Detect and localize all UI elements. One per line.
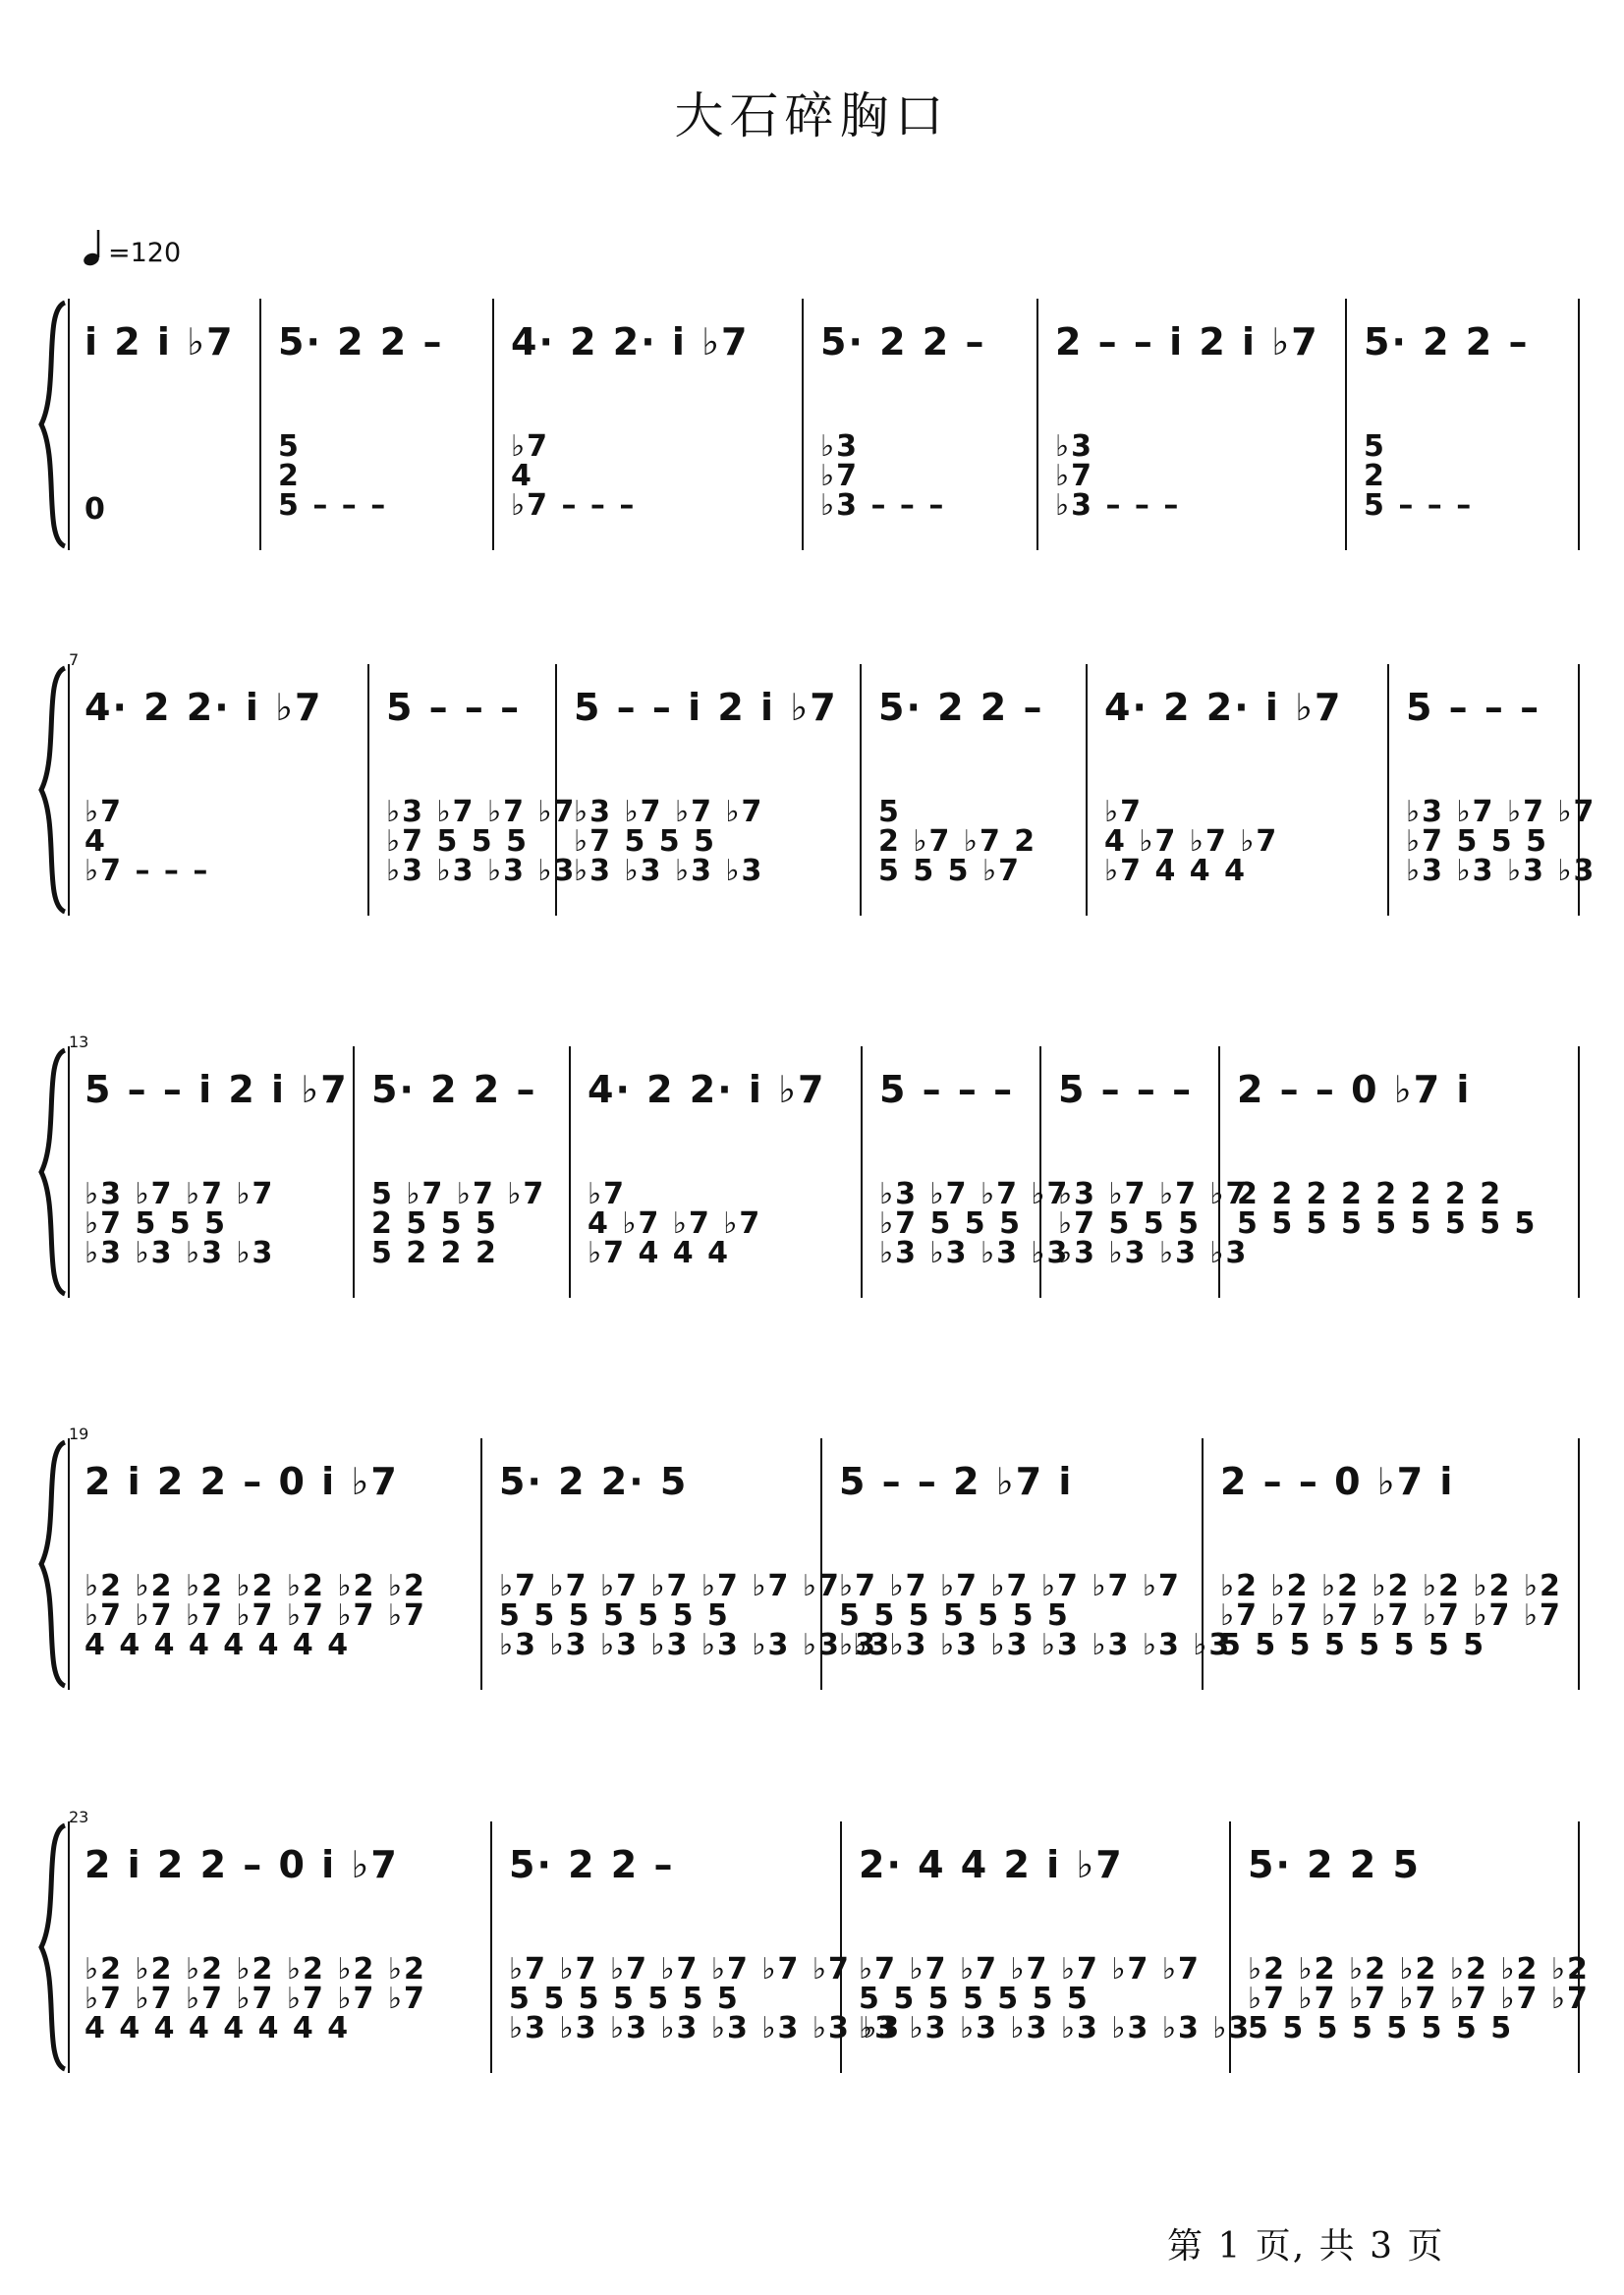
score-system bbox=[0, 1425, 1624, 1698]
bass-chord-row: 5 ♭7 ♭7 ♭7 bbox=[371, 1177, 546, 1211]
treble-measure: 5 – – – bbox=[1406, 686, 1541, 729]
bass-chord-row: ♭7 – – – bbox=[511, 488, 637, 523]
score-system bbox=[0, 1033, 1624, 1306]
treble-measure: 5· 2 2 – bbox=[820, 320, 986, 364]
page-footer: 第 1 页, 共 3 页 bbox=[1167, 2226, 1445, 2267]
treble-measure: 5· 2 2 – bbox=[509, 1843, 675, 1886]
bass-chord-row: 5 5 5 5 5 5 5 bbox=[509, 1982, 740, 2016]
brace-icon bbox=[41, 1050, 65, 1294]
bass-chord-row: ♭3 ♭3 ♭3 ♭3 ♭3 ♭3 ♭3 ♭3 bbox=[859, 2011, 1252, 2045]
treble-measure: 5· 2 2 – bbox=[1364, 320, 1530, 364]
bass-chord-row: 5 – – – bbox=[1364, 488, 1474, 523]
bass-chord-row: ♭3 ♭3 ♭3 ♭3 bbox=[1058, 1236, 1249, 1270]
bass-measure bbox=[1406, 795, 1596, 888]
bass-chord-row: 5 bbox=[878, 795, 901, 829]
bass-measure bbox=[278, 429, 483, 523]
bass-chord-row: ♭2 ♭2 ♭2 ♭2 ♭2 ♭2 ♭2 bbox=[1220, 1569, 1562, 1603]
bass-measure bbox=[84, 492, 251, 527]
bass-chord-row: ♭3 ♭3 ♭3 ♭3 ♭3 ♭3 ♭3 ♭3 bbox=[839, 1628, 1232, 1662]
bass-measure bbox=[386, 795, 577, 888]
bass-chord-row: ♭7 bbox=[1104, 795, 1144, 829]
bass-chord-row: ♭2 ♭2 ♭2 ♭2 ♭2 ♭2 ♭2 bbox=[84, 1952, 426, 1987]
treble-measure: 4· 2 2· i ♭7 bbox=[588, 1068, 826, 1111]
bass-chord-row: 4 ♭7 ♭7 ♭7 bbox=[1104, 824, 1279, 859]
score-system bbox=[0, 1808, 1624, 2081]
bass-chord-row: ♭7 ♭7 ♭7 ♭7 ♭7 ♭7 ♭7 bbox=[859, 1952, 1201, 1987]
bass-measure bbox=[499, 1569, 892, 1662]
bass-measure bbox=[371, 1177, 560, 1270]
measure-number: 7 bbox=[69, 650, 80, 669]
bass-chord-row: 0 bbox=[84, 492, 107, 527]
bass-chord-row: 5 bbox=[278, 429, 301, 464]
bass-chord-row: ♭3 ♭7 ♭7 ♭7 bbox=[574, 795, 764, 829]
bass-chord-row: 5 5 5 5 5 5 5 5 bbox=[1220, 1628, 1486, 1662]
bass-chord-row: ♭7 ♭7 ♭7 ♭7 ♭7 ♭7 ♭7 bbox=[84, 1598, 426, 1633]
bass-chord-row: 4 4 4 4 4 4 4 4 bbox=[84, 2011, 351, 2045]
bass-chord-row: ♭3 ♭3 ♭3 ♭3 bbox=[386, 854, 577, 888]
bass-chord-row: 5 5 5 5 5 5 5 5 bbox=[1248, 2011, 1514, 2045]
treble-measure: 5 – – i 2 i ♭7 bbox=[574, 686, 838, 729]
bass-chord-row: 4 ♭7 ♭7 ♭7 bbox=[588, 1206, 762, 1241]
bass-chord-row: ♭7 5 5 5 bbox=[1406, 824, 1548, 859]
measure-number: 19 bbox=[69, 1425, 89, 1443]
bass-measure bbox=[1220, 1569, 1569, 1662]
bass-measure bbox=[1364, 429, 1569, 523]
treble-measure: 4· 2 2· i ♭7 bbox=[511, 320, 750, 364]
page-title: 大石碎胸口 bbox=[674, 87, 950, 144]
treble-measure: 5 – – 2 ♭7 i bbox=[839, 1460, 1074, 1503]
bass-measure bbox=[820, 429, 1028, 523]
bass-chord-row: 5 5 5 5 5 5 5 5 5 bbox=[1237, 1206, 1538, 1241]
bass-chord-row: ♭3 ♭3 ♭3 ♭3 bbox=[574, 854, 764, 888]
bass-chord-row: ♭7 ♭7 ♭7 ♭7 ♭7 ♭7 ♭7 bbox=[499, 1569, 841, 1603]
treble-measure: 5· 2 2 – bbox=[878, 686, 1044, 729]
brace-icon bbox=[41, 668, 65, 912]
bass-chord-row: ♭7 bbox=[1055, 459, 1094, 493]
bass-chord-row: 4 bbox=[511, 459, 533, 493]
treble-measure: 5 – – – bbox=[386, 686, 522, 729]
bass-chord-row: 5 – – – bbox=[278, 488, 388, 523]
bass-chord-row: ♭7 ♭7 ♭7 ♭7 ♭7 ♭7 ♭7 bbox=[509, 1952, 851, 1987]
bass-chord-row: ♭2 ♭2 ♭2 ♭2 ♭2 ♭2 ♭2 bbox=[1248, 1952, 1590, 1987]
treble-measure: 2· 4 4 2 i ♭7 bbox=[859, 1843, 1124, 1886]
tempo-marking bbox=[83, 228, 181, 268]
treble-measure: 5· 2 2 5 bbox=[1248, 1843, 1421, 1886]
bass-chord-row: ♭3 – – – bbox=[1055, 488, 1181, 523]
bass-chord-row: 2 bbox=[278, 459, 301, 493]
bass-chord-row: 2 ♭7 ♭7 2 bbox=[878, 824, 1037, 859]
bass-measure bbox=[859, 1952, 1252, 2045]
treble-measure: 5 – – i 2 i ♭7 bbox=[84, 1068, 349, 1111]
bass-chord-row: 2 5 5 5 bbox=[371, 1206, 498, 1241]
bass-chord-row: ♭3 ♭7 ♭7 ♭7 bbox=[1406, 795, 1596, 829]
treble-measure: 5· 2 2 – bbox=[278, 320, 444, 364]
treble-measure: 2 – – 0 ♭7 i bbox=[1237, 1068, 1472, 1111]
bass-measure bbox=[574, 795, 851, 888]
bass-chord-row: ♭3 bbox=[820, 429, 860, 464]
brace-icon bbox=[41, 1825, 65, 2069]
bass-chord-row: 2 2 2 2 2 2 2 2 bbox=[1237, 1177, 1503, 1211]
bass-chord-row: 5 bbox=[1364, 429, 1386, 464]
bass-measure bbox=[1058, 1177, 1249, 1270]
bass-measure bbox=[1248, 1952, 1590, 2045]
bass-chord-row: 5 2 2 2 bbox=[371, 1236, 498, 1270]
measure-number: 13 bbox=[69, 1033, 89, 1051]
bass-chord-row: ♭3 ♭3 ♭3 ♭3 bbox=[1406, 854, 1596, 888]
treble-measure: 4· 2 2· i ♭7 bbox=[84, 686, 323, 729]
bass-chord-row: ♭3 ♭7 ♭7 ♭7 bbox=[1058, 1177, 1249, 1211]
bass-measure bbox=[509, 1952, 902, 2045]
score-system bbox=[0, 291, 1624, 558]
treble-measure: 2 – – i 2 i ♭7 bbox=[1055, 320, 1319, 364]
bass-chord-row: ♭3 bbox=[1055, 429, 1094, 464]
treble-measure: 2 – – 0 ♭7 i bbox=[1220, 1460, 1455, 1503]
tempo-text: =120 bbox=[108, 238, 182, 268]
bass-measure bbox=[879, 1177, 1070, 1270]
bass-chord-row: ♭3 ♭3 ♭3 ♭3 bbox=[84, 1236, 275, 1270]
bass-measure bbox=[84, 1177, 344, 1270]
bass-measure bbox=[84, 1569, 472, 1662]
treble-measure: i 2 i ♭7 bbox=[84, 320, 235, 364]
score-system bbox=[0, 650, 1624, 924]
treble-measure: 5 – – – bbox=[879, 1068, 1015, 1111]
bass-measure bbox=[1237, 1177, 1569, 1241]
bass-chord-row: ♭7 bbox=[511, 429, 550, 464]
bass-chord-row: ♭7 ♭7 ♭7 ♭7 ♭7 ♭7 ♭7 bbox=[839, 1569, 1181, 1603]
bass-measure bbox=[84, 1952, 481, 2045]
bass-measure bbox=[1104, 795, 1378, 888]
bass-chord-row: 5 5 5 ♭7 bbox=[878, 854, 1021, 888]
bass-chord-row: ♭3 – – – bbox=[820, 488, 946, 523]
bass-chord-row: ♭3 ♭7 ♭7 ♭7 bbox=[879, 1177, 1070, 1211]
bass-chord-row: ♭7 ♭7 ♭7 ♭7 ♭7 ♭7 ♭7 bbox=[1248, 1982, 1590, 2016]
bass-chord-row: 2 bbox=[1364, 459, 1386, 493]
quarter-note-icon bbox=[83, 228, 106, 267]
bass-chord-row: ♭7 – – – bbox=[84, 854, 210, 888]
treble-measure: 5· 2 2 – bbox=[371, 1068, 537, 1111]
treble-measure: 2 i 2 2 – 0 i ♭7 bbox=[84, 1460, 399, 1503]
bass-chord-row: ♭2 ♭2 ♭2 ♭2 ♭2 ♭2 ♭2 bbox=[84, 1569, 426, 1603]
bass-chord-row: ♭7 ♭7 ♭7 ♭7 ♭7 ♭7 ♭7 bbox=[1220, 1598, 1562, 1633]
bass-chord-row: ♭7 5 5 5 bbox=[574, 824, 716, 859]
bass-chord-row: ♭7 bbox=[820, 459, 860, 493]
bass-chord-row: ♭3 ♭3 ♭3 ♭3 ♭3 ♭3 ♭3 ♭3 bbox=[509, 2011, 902, 2045]
treble-measure: 2 i 2 2 – 0 i ♭7 bbox=[84, 1843, 399, 1886]
treble-measure: 5· 2 2· 5 bbox=[499, 1460, 689, 1503]
treble-measure: 5 – – – bbox=[1058, 1068, 1194, 1111]
bass-chord-row: ♭7 5 5 5 bbox=[84, 1206, 227, 1241]
bass-chord-row: ♭3 ♭3 ♭3 ♭3 ♭3 ♭3 ♭3 ♭3 bbox=[499, 1628, 892, 1662]
bass-chord-row: 5 5 5 5 5 5 5 bbox=[839, 1598, 1070, 1633]
bass-chord-row: ♭3 ♭7 ♭7 ♭7 bbox=[386, 795, 577, 829]
bass-measure bbox=[588, 1177, 852, 1270]
bass-chord-row: ♭3 ♭3 ♭3 ♭3 bbox=[879, 1236, 1070, 1270]
bass-chord-row: 5 5 5 5 5 5 5 bbox=[859, 1982, 1090, 2016]
bass-chord-row: ♭7 4 4 4 bbox=[1104, 854, 1247, 888]
bass-chord-row: ♭7 ♭7 ♭7 ♭7 ♭7 ♭7 ♭7 bbox=[84, 1982, 426, 2016]
bass-measure bbox=[1055, 429, 1336, 523]
bass-chord-row: ♭7 bbox=[588, 1177, 627, 1211]
treble-measure: 4· 2 2· i ♭7 bbox=[1104, 686, 1343, 729]
bass-measure bbox=[839, 1569, 1232, 1662]
bass-chord-row: ♭7 5 5 5 bbox=[386, 824, 529, 859]
bass-chord-row: ♭3 ♭7 ♭7 ♭7 bbox=[84, 1177, 275, 1211]
bass-measure bbox=[878, 795, 1077, 888]
measure-number: 23 bbox=[69, 1808, 89, 1826]
brace-icon bbox=[41, 1442, 65, 1686]
brace-icon bbox=[41, 303, 65, 546]
bass-chord-row: ♭7 bbox=[84, 795, 124, 829]
bass-chord-row: ♭7 5 5 5 bbox=[879, 1206, 1022, 1241]
bass-chord-row: 4 bbox=[84, 824, 107, 859]
bass-chord-row: 5 5 5 5 5 5 5 bbox=[499, 1598, 730, 1633]
bass-measure bbox=[84, 795, 359, 888]
bass-chord-row: ♭7 5 5 5 bbox=[1058, 1206, 1201, 1241]
bass-measure bbox=[511, 429, 793, 523]
bass-chord-row: ♭7 4 4 4 bbox=[588, 1236, 730, 1270]
bass-chord-row: 4 4 4 4 4 4 4 4 bbox=[84, 1628, 351, 1662]
